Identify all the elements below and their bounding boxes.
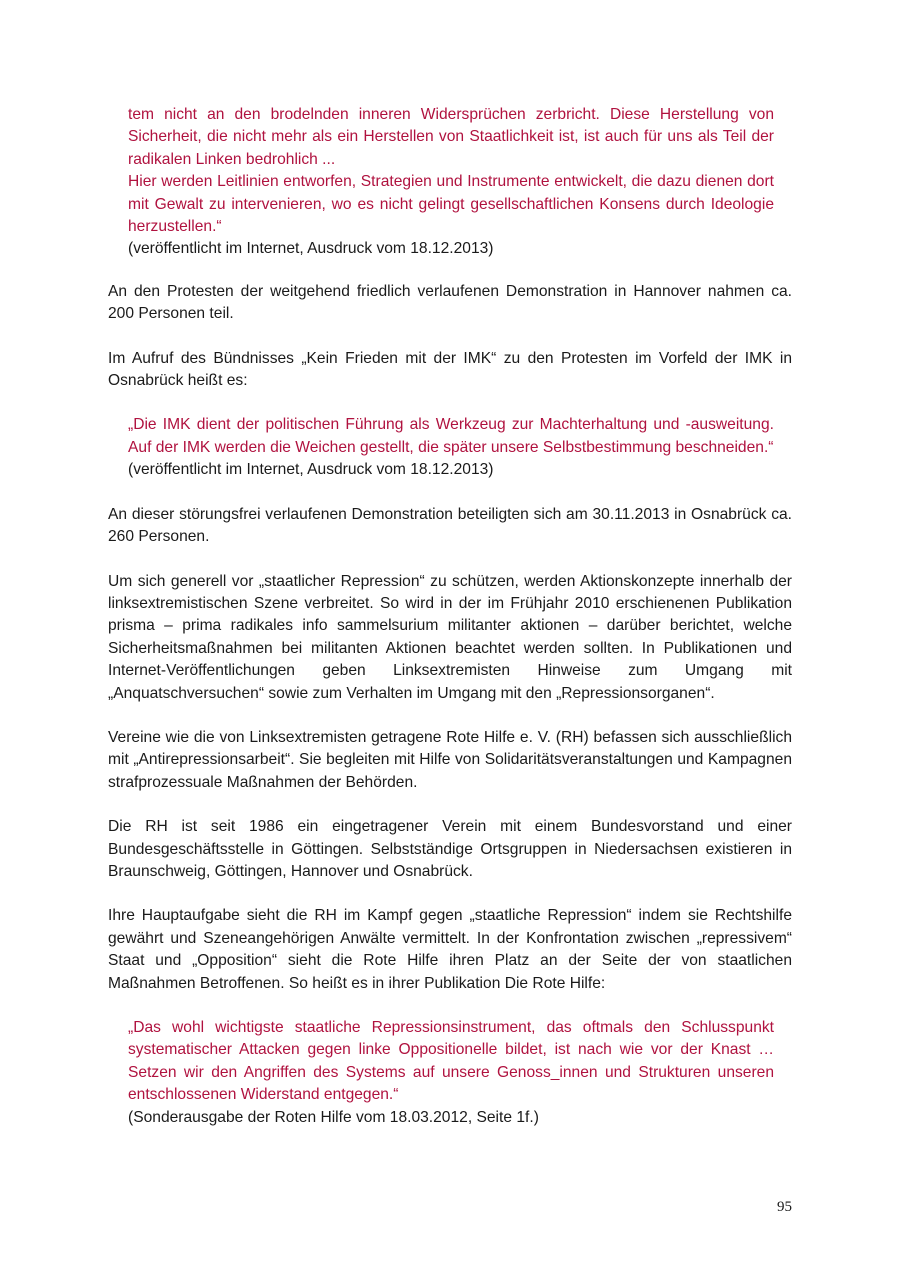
quote-block-3 <box>128 1017 774 1129</box>
quote-block-1 <box>128 104 774 261</box>
paragraph-repression-concepts: Um sich generell vor „staatlicher Repression“ zu schützen, werden Aktionskonzepte innerhalb der linksextremistischen Szene verbreitet. So wird in der im Frühjahr 2010 erschienenen Publikation prisma – prima radikales info sammelsurium militanter aktionen – darüber berichtet, welche Sicherheitsmaßnahmen bei militanten Aktionen beachtet werden sollten. In Publikationen und Internet-Veröffentlichungen geben Linksextremisten Hinweise zum Umgang mit „Anquatschversuchen“ sowie zum Verhalten im Umgang mit den „Repressionsorganen“. <box>108 572 792 702</box>
document-page <box>108 104 792 1151</box>
paragraph-hannover-protest: An den Protesten der weitgehend friedlich verlaufenen Demonstration in Hannover nahmen ca. 200 Personen teil. <box>108 282 792 323</box>
paragraph-rh-structure: Die RH ist seit 1986 ein eingetragener Verein mit einem Bundesvorstand und einer Bundesgeschäftsstelle in Göttingen. Selbstständige Ortsgruppen in Niedersachsen existieren in Braunschweig, Göttingen, Hannover und Osnabrück. <box>108 818 792 880</box>
quote-3-source: (Sonderausgabe der Roten Hilfe vom 18.03.2012, Seite 1f.) <box>128 1108 539 1126</box>
paragraph-buendnis-aufruf: Im Aufruf des Bündnisses „Kein Frieden mit der IMK“ zu den Protesten im Vorfeld der IMK in Osnabrück heißt es: <box>108 349 792 390</box>
paragraph-rote-hilfe-vereine: Vereine wie die von Linksextremisten getragene Rote Hilfe e. V. (RH) befassen sich ausschließlich mit „Antirepressionsarbeit“. Sie begleiten mit Hilfe von Solidaritätsveranstaltungen und Kampagnen strafprozessuale Maßnahmen der Behörden. <box>108 728 792 791</box>
quote-2-text: „Die IMK dient der politischen Führung als Werkzeug zur Machterhaltung und -ausweitung. Auf der IMK werden die Weichen gestellt, die später unsere Selbstbestimmung beschneiden.“ <box>128 416 774 456</box>
paragraph-osnabrueck-demo: An dieser störungsfrei verlaufenen Demonstration beteiligten sich am 30.11.2013 in Osnabrück ca. 260 Personen. <box>108 505 792 546</box>
quote-block-2 <box>128 414 774 481</box>
quote-1-paragraph-1: tem nicht an den brodelnden inneren Widersprüchen zerbricht. Diese Herstellung von Sicherheit, die nicht mehr als ein Herstellen von Staatlichkeit ist, ist auch für uns als Teil der radikalen Linken bedrohlich ... <box>128 106 774 168</box>
quote-1-paragraph-2: Hier werden Leitlinien entworfen, Strategien und Instrumente entwickelt, die dazu dienen dort mit Gewalt zu intervenieren, wo es nicht gelingt gesellschaftlichen Konsens durch Ideologie herzustellen.“ <box>128 173 774 236</box>
quote-1-source: (veröffentlicht im Internet, Ausdruck vom 18.12.2013) <box>128 240 494 258</box>
paragraph-rh-hauptaufgabe: Ihre Hauptaufgabe sieht die RH im Kampf gegen „staatliche Repression“ indem sie Rechtshilfe gewährt und Szeneangehörigen Anwälte vermittelt. In der Konfrontation zwischen „repressivem“ Staat und „Opposition“ sieht die Rote Hilfe ihren Platz an der Seite der von staatlichen Maßnahmen Betroffenen. So heißt es in ihrer Publikation Die Rote Hilfe: <box>108 907 792 992</box>
quote-3-text: „Das wohl wichtigste staatliche Repressionsinstrument, das oftmals den Schlusspunkt systematischer Attacken gegen linke Oppositionelle bildet, ist nach wie vor der Knast … Setzen wir den Angriffen des Systems auf unsere Genoss_innen und Strukturen unseren entschlossenen Widerstand entgegen.“ <box>128 1019 774 1104</box>
page-number: 95 <box>777 1199 792 1215</box>
quote-2-source: (veröffentlicht im Internet, Ausdruck vom 18.12.2013) <box>128 461 494 479</box>
